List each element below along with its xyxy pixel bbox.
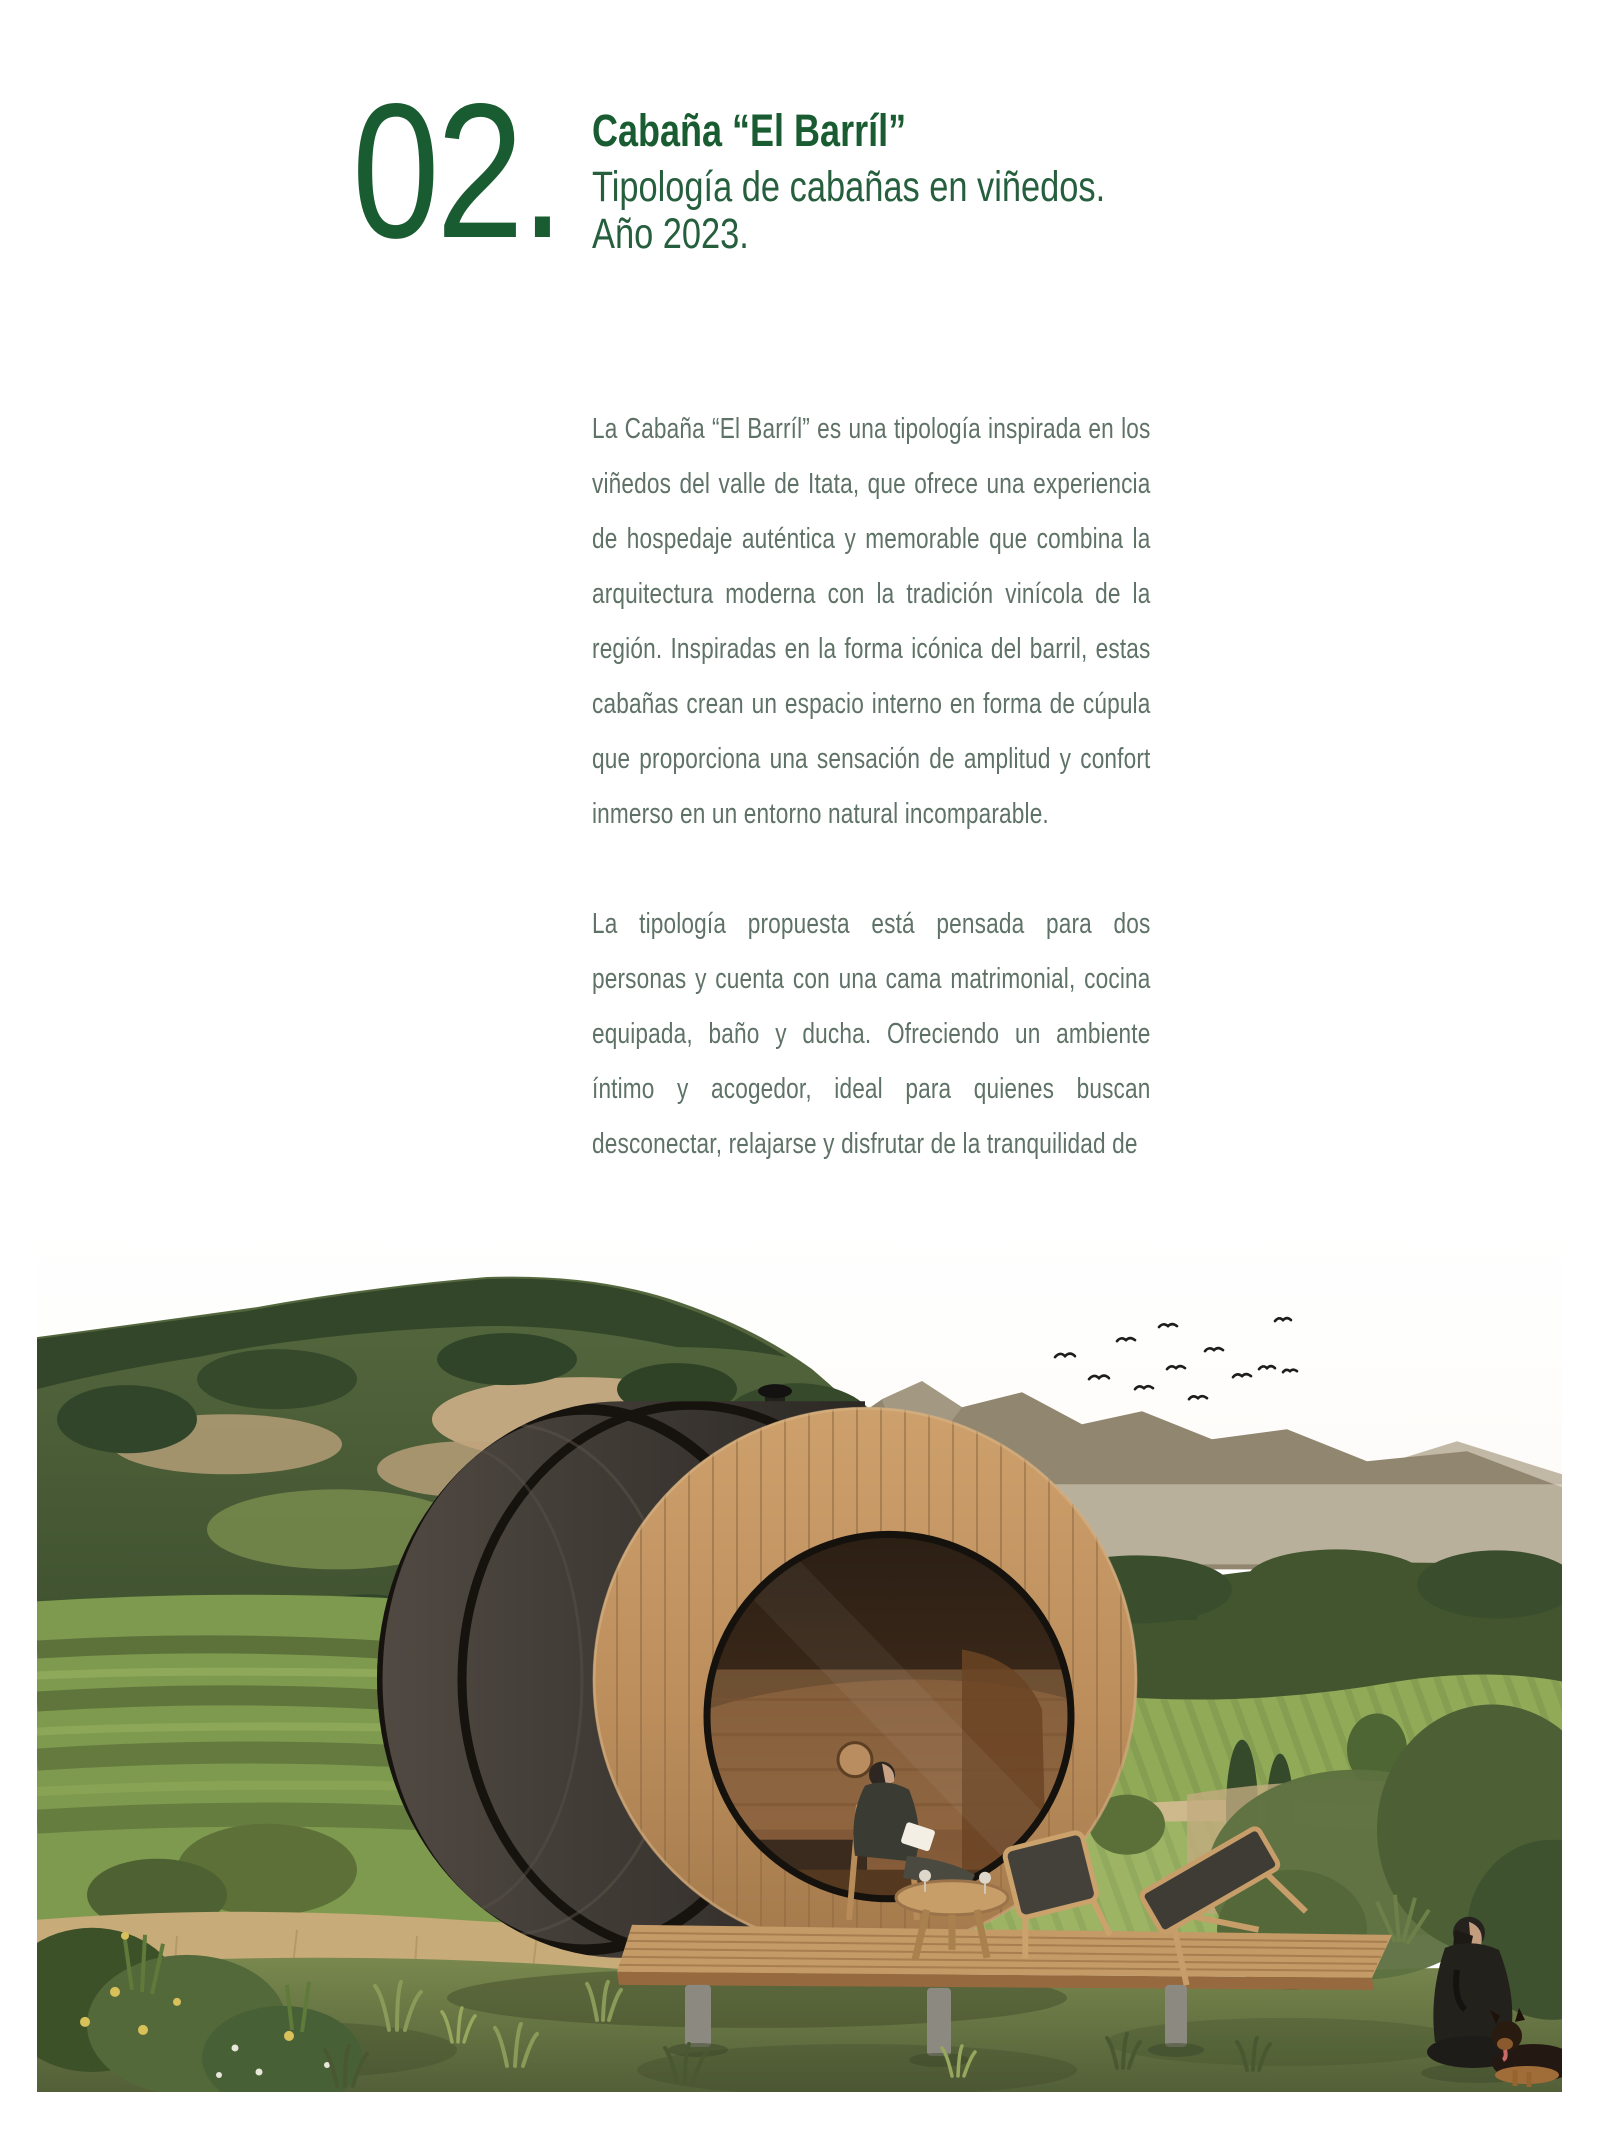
body-copy (592, 402, 1150, 1227)
title-block (592, 106, 1105, 258)
page-title: Cabaña “El Barríl” (592, 105, 907, 156)
page-subtitle-line1: Tipología de cabañas en viñedos. (592, 162, 1106, 211)
cabin-photo (37, 1229, 1562, 2092)
section-number: 02. (352, 63, 562, 278)
page-subtitle-line2: Año 2023. (592, 209, 749, 258)
description-paragraph: La tipología propuesta está pensada para dos personas y cuenta con una cama matrimonial, cocina equipada, baño y ducha. Ofreciendo un ambiente íntimo y acogedor, ideal para quienes buscan desconectar, relajarse y disfrutar de la tranquilidad de (592, 908, 1151, 1160)
interior-mirror (838, 1743, 872, 1777)
cabin-photo-illustration (37, 1229, 1562, 2092)
intro-paragraph: La Cabaña “El Barríl” es una tipología inspirada en los viñedos del valle de Itata, que ofrece una experiencia de hospedaje auténtica y memorable que combina la arquitectura moderna con la tradición vinícola de la región. Inspiradas en la forma icónica del barril, estas cabañas crean un espacio interno en forma de cúpula que proporciona una sensación de amplitud y confort inmerso en un entorno natural incomparable. (592, 413, 1151, 830)
coffee-table (896, 1881, 1008, 1915)
